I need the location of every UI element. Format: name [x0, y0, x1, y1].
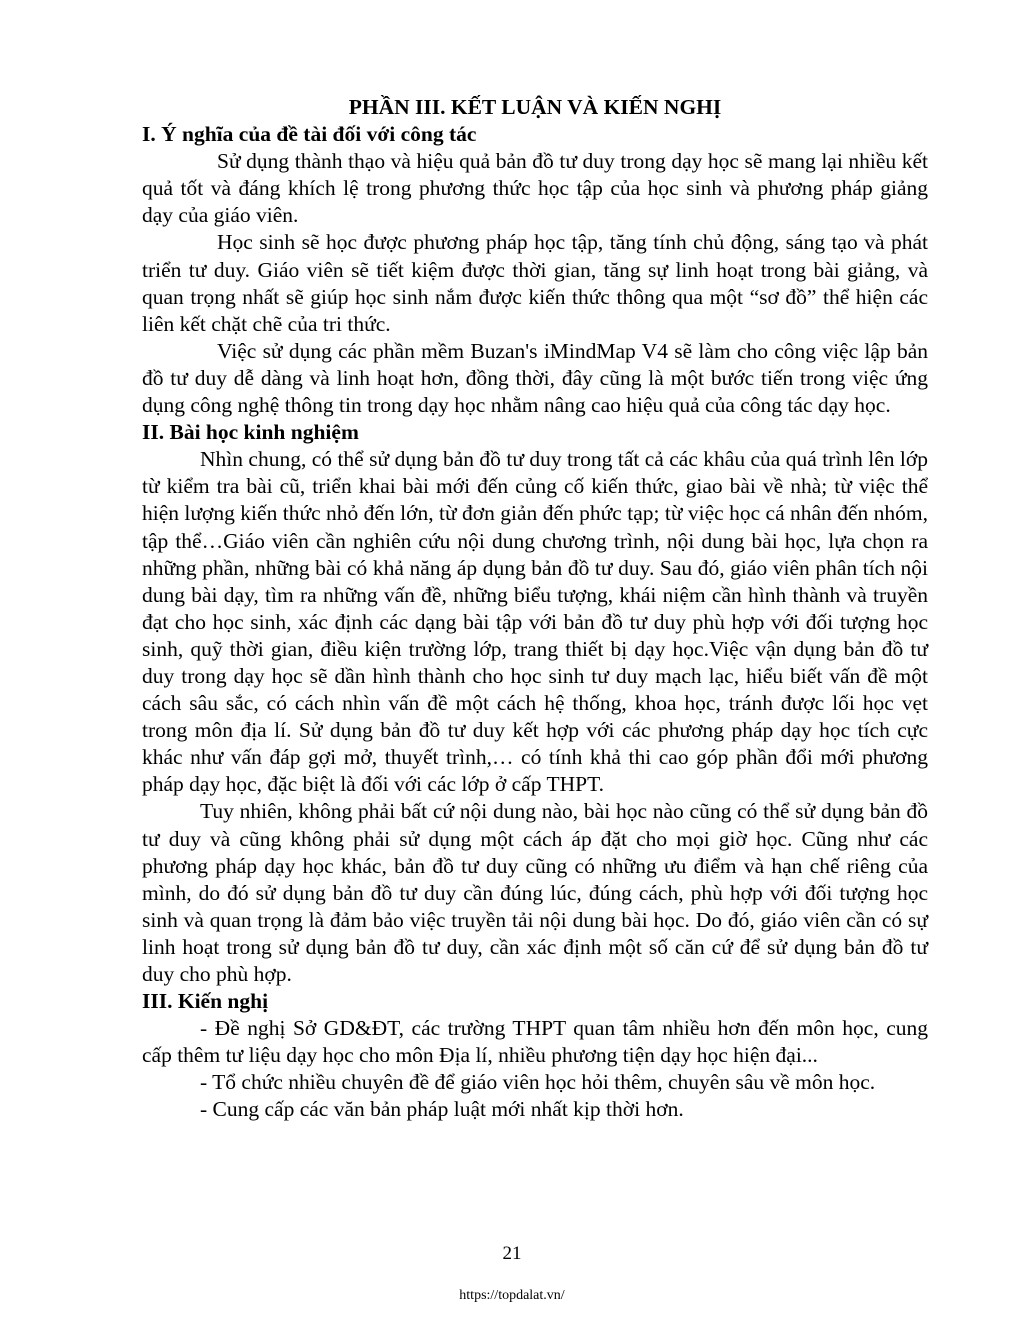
section-heading-lessons: II. Bài học kinh nghiệm — [142, 420, 359, 445]
paragraph: Việc sử dụng các phần mềm Buzan's iMindMap V4 sẽ làm cho công việc lập bản đồ tư duy dễ dàng và linh hoạt hơn, đồng thời, đây cũng là một bước tiến trong việc ứng dụng công nghệ thông tin trong dạy học nhằm nâng cao hiệu quả của công tác dạy học. — [142, 338, 928, 418]
footer-url: https://topdalat.vn/ — [459, 1288, 565, 1303]
page-content — [142, 94, 928, 1124]
paragraph: Nhìn chung, có thể sử dụng bản đồ tư duy trong tất cả các khâu của quá trình lên lớp từ kiểm tra bài cũ, triển khai bài mới đến củng cố kiến thức, giao bài về nhà; từ việc thể hiện lượng kiến thức nhỏ đến lớn, từ đơn giản đến phức tạp; từ việc học cá nhân đến nhóm, tập thể…Giáo viên cần nghiên cứu nội dung chương trình, nội dung bài học, lựa chọn ra những phần, những bài có khả năng áp dụng bản đồ tư duy. Sau đó, giáo viên phân tích nội dung bài dạy, tìm ra những vấn đề, những biểu tượng, khái niệm cần hình thành và truyền đạt cho học sinh, xác định các dạng bài tập với bản đồ tư duy phù hợp với đối tượng học sinh, quỹ thời gian, điều kiện trường lớp, trang thiết bị dạy học.Việc vận dụng bản đồ tư duy trong dạy học sẽ dần hình thành cho học sinh tư duy mạch lạc, hiểu biết vấn đề một cách sâu sắc, có cách nhìn vấn đề một cách hệ thống, khoa học, tránh được lối học vẹt trong môn địa lí. Sử dụng bản đồ tư duy kết hợp với các phương pháp dạy học tích cực khác như vấn đáp gợi mở, thuyết trình,… có tính khả thi cao góp phần đổi mới phương pháp dạy học, đặc biệt là đối với các lớp ở cấp THPT. — [142, 447, 928, 797]
recommendation-item: - Cung cấp các văn bản pháp luật mới nhất kịp thời hơn. — [200, 1097, 684, 1122]
page-number: 21 — [502, 1243, 522, 1264]
paragraph: Tuy nhiên, không phải bất cứ nội dung nào, bài học nào cũng có thể sử dụng bản đồ tư duy và cũng không phải sử dụng một cách áp đặt cho mọi giờ học. Cũng như các phương pháp dạy học khác, bản đồ tư duy cũng có những ưu điểm và hạn chế riêng của mình, do đó sử dụng bản đồ tư duy cần đúng lúc, đúng cách, phù hợp với đối tượng học sinh và quan trọng là đảm bảo việc truyền tải nội dung bài học. Do đó, giáo viên cần có sự linh hoạt trong sử dụng bản đồ tư duy, cần xác định một số căn cứ để sử dụng bản đồ tư duy cho phù hợp. — [142, 799, 928, 986]
paragraph: Học sinh sẽ học được phương pháp học tập, tăng tính chủ động, sáng tạo và phát triển tư duy. Giáo viên sẽ tiết kiệm được thời gian, tăng sự linh hoạt trong bài giảng, và quan trọng nhất sẽ giúp học sinh nắm được kiến thức thông qua một “sơ đồ” thể hiện các liên kết chặt chẽ của tri thức. — [142, 230, 928, 336]
paragraph: Sử dụng thành thạo và hiệu quả bản đồ tư duy trong dạy học sẽ mang lại nhiều kết quả tốt và đáng khích lệ trong phương thức học tập của học sinh và phương pháp giảng dạy của giáo viên. — [142, 149, 928, 228]
section-heading-recommendations: III. Kiến nghị — [142, 989, 269, 1014]
recommendation-item: - Tổ chức nhiều chuyên đề để giáo viên học hỏi thêm, chuyên sâu về môn học. — [200, 1070, 876, 1095]
recommendation-item: - Đề nghị Sở GD&ĐT, các trường THPT quan tâm nhiều hơn đến môn học, cung cấp thêm tư liệu dạy học cho môn Địa lí, nhiều phương tiện dạy học hiện đại... — [142, 1016, 928, 1068]
section-heading-significance: I. Ý nghĩa của đề tài đối với công tác — [142, 122, 477, 147]
page-title: PHẦN III. KẾT LUẬN VÀ KIẾN NGHỊ — [348, 95, 722, 119]
